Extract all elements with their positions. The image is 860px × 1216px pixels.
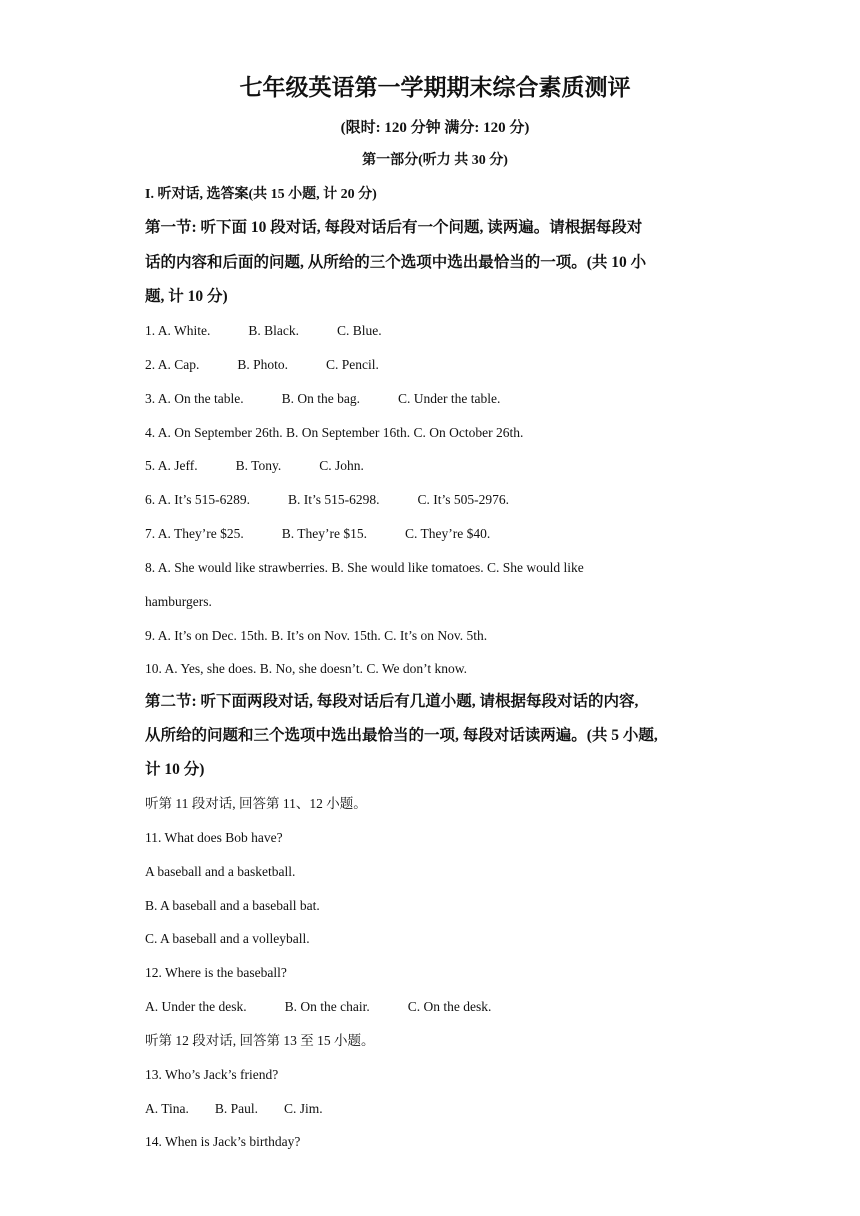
option-a: A. Under the desk. — [145, 999, 247, 1014]
option-b: B. Photo. — [237, 357, 289, 372]
time-limit: (限时: 120 分钟 满分: 120 分) — [340, 120, 530, 136]
question-4: 4. A. On September 26th. B. On September 16th. C. On October 26th. — [145, 425, 524, 440]
option-a: 7. A. They’re $25. — [145, 526, 244, 541]
option-a: 5. A. Jeff. — [145, 458, 198, 473]
section1-instruction-line: 第一节: 听下面 10 段对话, 每段对话后有一个问题, 读两遍。请根据每段对 — [145, 219, 643, 236]
question-14: 14. When is Jack’s birthday? — [145, 1134, 301, 1149]
question-12: 12. Where is the baseball? — [145, 965, 287, 980]
question-11-option-a: A baseball and a basketball. — [145, 864, 296, 879]
dialog-11-intro: 听第 11 段对话, 回答第 11、12 小题。 — [145, 796, 367, 811]
option-c: C. On the desk. — [407, 999, 492, 1014]
option-b: B. It’s 515-6298. — [288, 492, 380, 507]
question-6 — [145, 491, 509, 509]
option-c: C. Under the table. — [397, 391, 501, 406]
option-c: C. John. — [319, 458, 364, 473]
option-a: 6. A. It’s 515-6289. — [145, 492, 251, 507]
section-i-heading: I. 听对话, 选答案(共 15 小题, 计 20 分) — [145, 187, 377, 202]
dialog-12-intro: 听第 12 段对话, 回答第 13 至 15 小题。 — [145, 1033, 375, 1048]
part-one-heading: 第一部分(听力 共 30 分) — [362, 153, 508, 168]
question-11-option-c: C. A baseball and a volleyball. — [145, 931, 310, 946]
question-3 — [145, 390, 500, 408]
section2-instruction-line: 计 10 分) — [145, 761, 205, 778]
option-c: C. It’s 505-2976. — [417, 492, 510, 507]
question-13-options — [145, 1100, 323, 1118]
option-b: B. Tony. — [235, 458, 282, 473]
question-1 — [145, 322, 382, 340]
option-a: 2. A. Cap. — [145, 357, 200, 372]
question-11-option-b: B. A baseball and a baseball bat. — [145, 898, 320, 913]
question-10: 10. A. Yes, she does. B. No, she doesn’t. C. We don’t know. — [145, 661, 468, 676]
option-b: B. On the chair. — [284, 999, 370, 1014]
option-b: B. They’re $15. — [281, 526, 367, 541]
question-8-continued: hamburgers. — [145, 594, 212, 609]
question-13: 13. Who’s Jack’s friend? — [145, 1067, 279, 1082]
question-11: 11. What does Bob have? — [145, 830, 283, 845]
option-c: C. Jim. — [284, 1101, 323, 1116]
option-a: A. Tina. — [145, 1101, 189, 1116]
option-a: 3. A. On the table. — [145, 391, 244, 406]
option-c: C. Blue. — [337, 323, 382, 338]
option-b: B. Paul. — [214, 1101, 259, 1116]
option-a: 1. A. White. — [145, 323, 211, 338]
section2-instruction-line: 从所给的问题和三个选项中选出最恰当的一项, 每段对话读两遍。(共 5 小题, — [145, 727, 658, 744]
question-8: 8. A. She would like strawberries. B. She would like tomatoes. C. She would like — [145, 560, 584, 575]
question-5 — [145, 457, 364, 475]
exam-title: 七年级英语第一学期期末综合素质测评 — [239, 75, 631, 100]
option-b: B. On the bag. — [281, 391, 360, 406]
option-c: C. They’re $40. — [404, 526, 491, 541]
section1-instruction-line: 话的内容和后面的问题, 从所给的三个选项中选出最恰当的一项。(共 10 小 — [145, 254, 647, 271]
option-b: B. Black. — [248, 323, 299, 338]
question-7 — [145, 525, 490, 543]
section1-instruction-line: 题, 计 10 分) — [145, 288, 228, 305]
option-c: C. Pencil. — [326, 357, 379, 372]
section2-instruction-line: 第二节: 听下面两段对话, 每段对话后有几道小题, 请根据每段对话的内容, — [145, 693, 639, 710]
question-9: 9. A. It’s on Dec. 15th. B. It’s on Nov. 15th. C. It’s on Nov. 5th. — [145, 628, 488, 643]
question-2 — [145, 356, 379, 374]
question-12-options — [145, 998, 491, 1016]
